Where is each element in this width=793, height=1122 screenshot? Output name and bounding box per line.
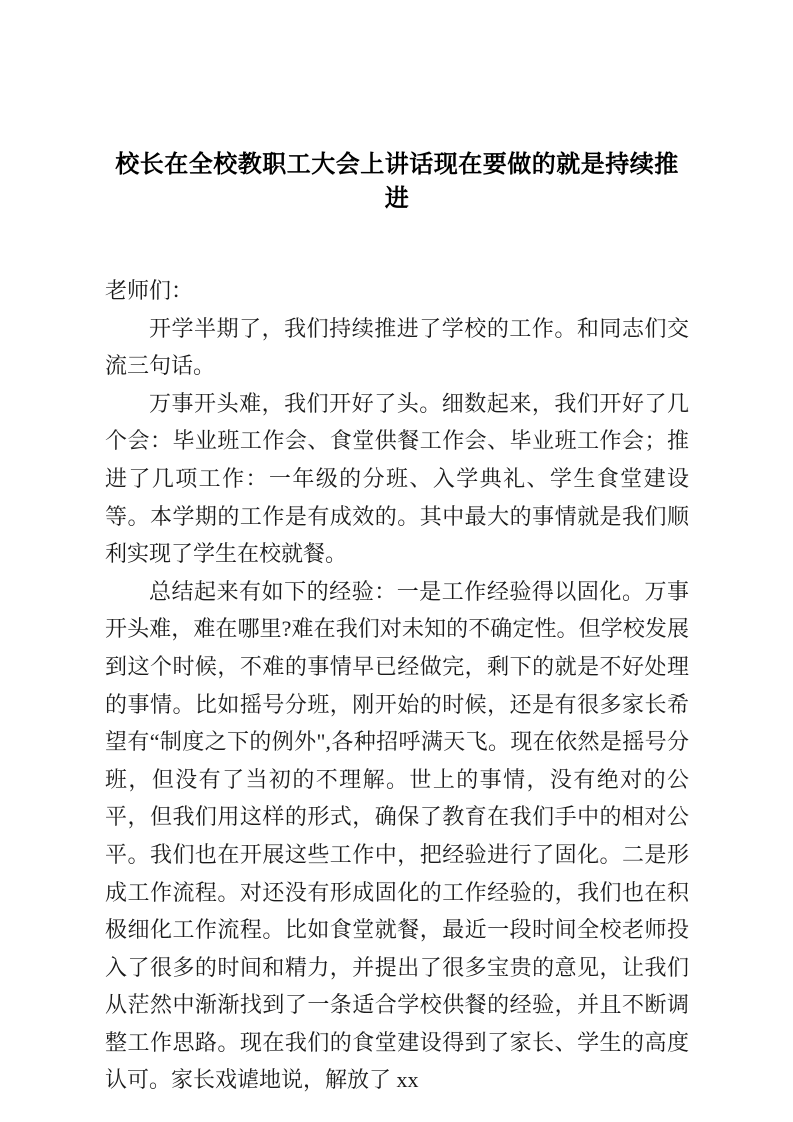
paragraph-experience: 总结起来有如下的经验：一是工作经验得以固化。万事开头难，难在哪里?难在我们对未知的不确定性。但学校发展到这个时候，不难的事情早已经做完，剩下的就是不好处理的事情。比如摇号分班，刚开始的时候，还是有很多家长希望有“制度之下的例外",各种招呼满天飞。现在依然是摇号分班，但没有了当初的不理解。世上的事情，没有绝对的公平，但我们用这样的形式，确保了教育在我们手中的相对公平。我们也在开展这些工作中，把经验进行了固化。二是形成工作流程。对还没有形成固化的工作经验的，我们也在积极细化工作流程。比如食堂就餐，最近一段时间全校老师投入了很多的时间和精力，并提出了很多宝贵的意见，让我们从茫然中渐渐找到了一条适合学校供餐的经验，并且不断调整工作思路。现在我们的食堂建设得到了家长、学生的高度认可。家长戏谑地说，解放了 xx <box>105 578 689 1093</box>
document-title: 校长在全校教职工大会上讲话现在要做的就是持续推进 <box>115 151 679 212</box>
paragraph-salutation: 老师们： <box>105 278 194 303</box>
document-body <box>105 272 689 1099</box>
paragraph-achievements: 万事开头难，我们开好了头。细数起来，我们开好了几个会：毕业班工作会、食堂供餐工作会、毕业班工作会；推进了几项工作：一年级的分班、入学典礼、学生食堂建设等。本学期的工作是有成效的。其中最大的事情就是我们顺利实现了学生在校就餐。 <box>105 390 689 567</box>
paragraph-opening: 开学半期了，我们持续推进了学校的工作。和同志们交流三句话。 <box>105 315 689 379</box>
